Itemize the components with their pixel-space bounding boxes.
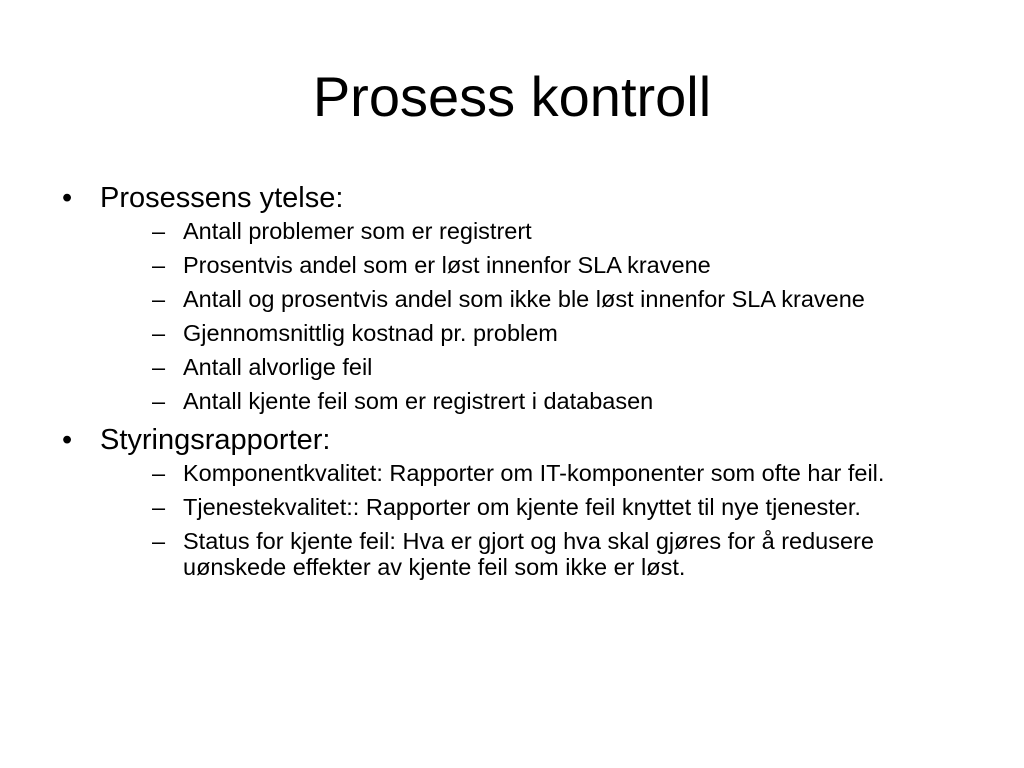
bullet-list	[62, 180, 962, 580]
sub-item	[138, 354, 962, 380]
dash-icon: –	[152, 252, 166, 278]
slide-content	[62, 180, 962, 588]
bullet-item	[62, 180, 962, 414]
sub-item	[138, 528, 962, 580]
dash-icon: –	[152, 388, 166, 414]
dash-icon: –	[152, 218, 166, 244]
sub-item	[138, 494, 962, 520]
sub-item-text: Antall problemer som er registrert	[183, 218, 532, 244]
bullet-icon: •	[62, 182, 73, 214]
sub-list	[100, 460, 962, 580]
sub-item	[138, 388, 962, 414]
sub-item-text: Antall kjente feil som er registrert i databasen	[183, 388, 654, 414]
bullet-item	[62, 422, 962, 580]
dash-icon: –	[152, 494, 166, 520]
dash-icon: –	[152, 320, 166, 346]
dash-icon: –	[152, 528, 166, 554]
sub-list	[100, 218, 962, 414]
dash-icon: –	[152, 286, 166, 312]
dash-icon: –	[152, 354, 166, 380]
sub-item-text: Komponentkvalitet: Rapporter om IT-komponenter som ofte har feil.	[183, 460, 885, 486]
sub-item-text: Gjennomsnittlig kostnad pr. problem	[183, 320, 558, 346]
dash-icon: –	[152, 460, 166, 486]
sub-item-text: Tjenestekvalitet:: Rapporter om kjente feil knyttet til nye tjenester.	[183, 494, 861, 520]
sub-item-text: Antall og prosentvis andel som ikke ble løst innenfor SLA kravene	[183, 286, 865, 312]
sub-item	[138, 218, 962, 244]
bullet-text: Styringsrapporter:	[100, 424, 331, 456]
sub-item	[138, 252, 962, 278]
sub-item-text: Antall alvorlige feil	[183, 354, 373, 380]
sub-item	[138, 460, 962, 486]
bullet-icon: •	[62, 424, 73, 456]
bullet-text: Prosessens ytelse:	[100, 182, 344, 214]
sub-item	[138, 286, 962, 312]
slide-title: Prosess kontroll	[312, 65, 712, 128]
sub-item	[138, 320, 962, 346]
sub-item-text: Prosentvis andel som er løst innenfor SLA kravene	[183, 252, 711, 278]
sub-item-text: Status for kjente feil: Hva er gjort og hva skal gjøres for å redusere uønskede effekter av kjente feil som ikke er løst.	[183, 528, 874, 580]
